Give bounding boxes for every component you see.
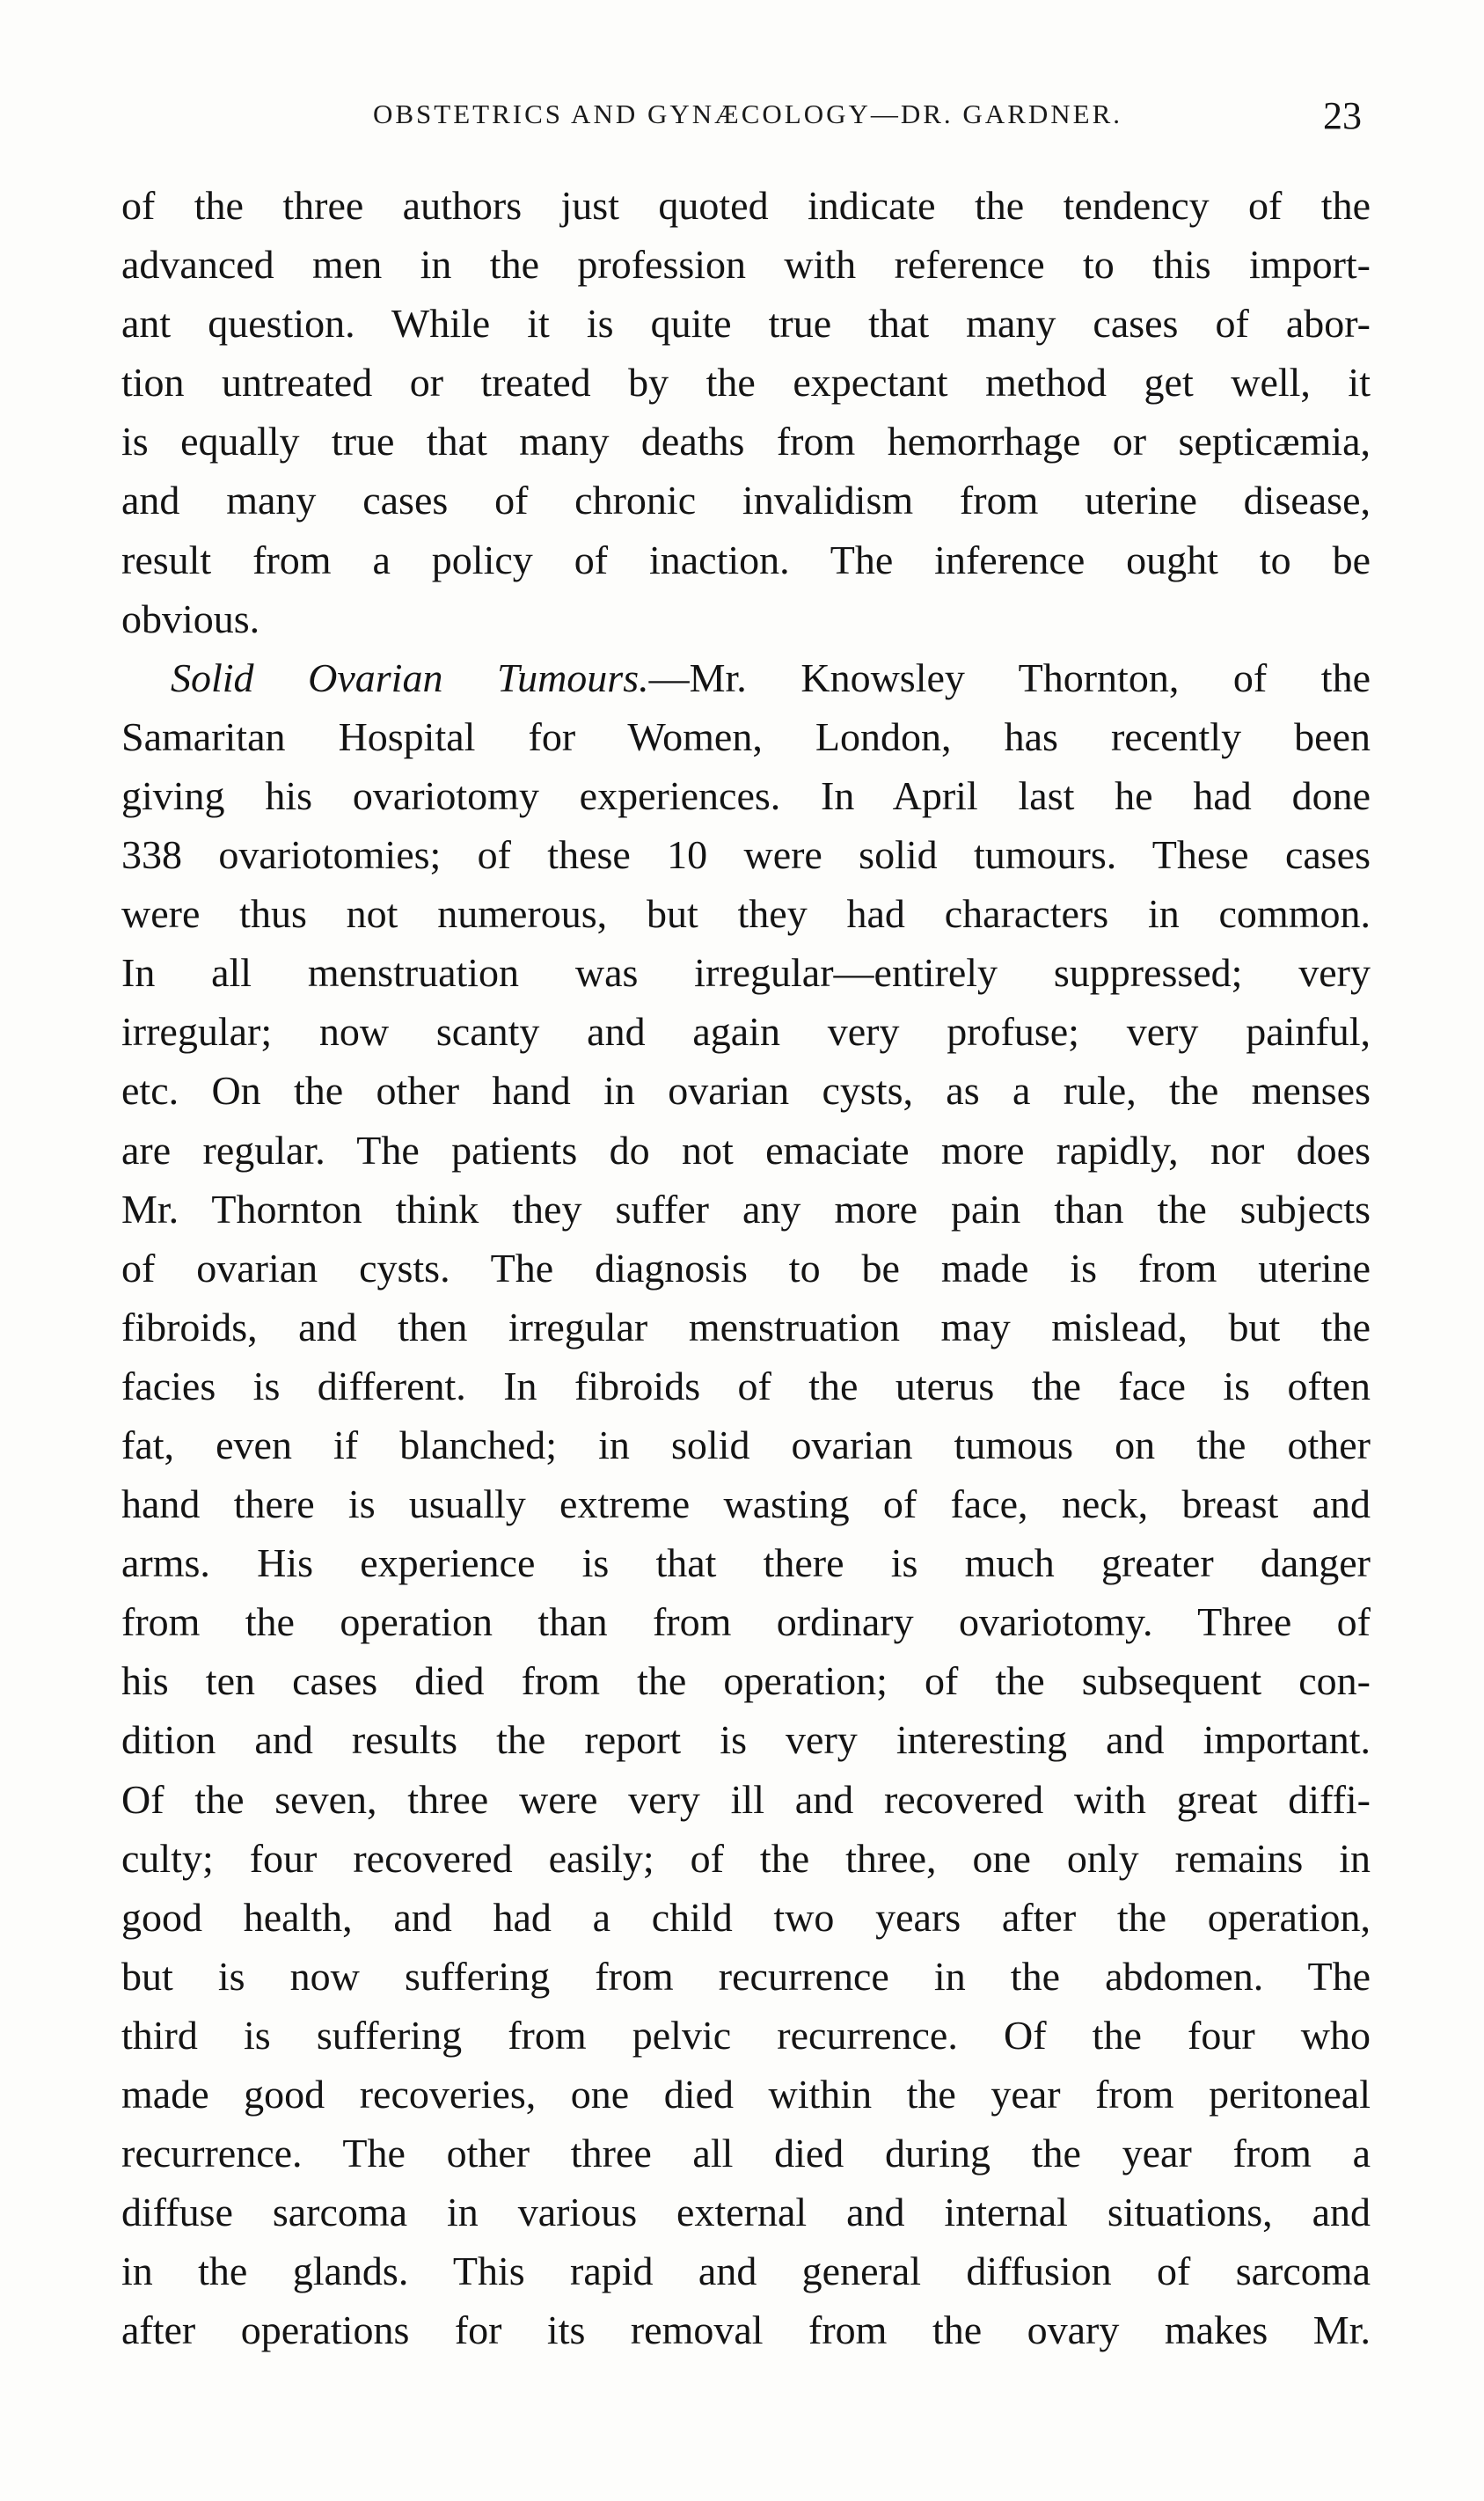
text-line: irregular; now scanty and again very profuse; very painful, — [121, 1009, 1371, 1055]
text-line: culty; four recovered easily; of the three, one only remains in — [121, 1835, 1371, 1881]
text-line: third is suffering from pelvic recurrence. Of the four who — [121, 2012, 1371, 2058]
text-line: of the three authors just quoted indicate the tendency of the — [121, 183, 1371, 228]
text-line: recurrence. The other three all died during the year from a — [121, 2131, 1371, 2176]
text-line: Of the seven, three were very ill and recovered with great diffi- — [121, 1776, 1371, 1822]
text-line: 338 ovariotomies; of these 10 were solid tumours. These cases — [121, 832, 1371, 878]
text-line: diffuse sarcoma in various external and internal situations, and — [121, 2190, 1371, 2235]
text-line: from the operation than from ordinary ovariotomy. Three of — [121, 1599, 1371, 1645]
text-line: is equally true that many deaths from hemorrhage or septicæmia, — [121, 419, 1371, 464]
text-line: in the glands. This rapid and general diffusion of sarcoma — [121, 2249, 1371, 2294]
text-line: In all menstruation was irregular—entirely suppressed; very — [121, 950, 1371, 996]
page-number: 23 — [1323, 94, 1362, 137]
text-line: etc. On the other hand in ovarian cysts, as a rule, the menses — [121, 1068, 1371, 1114]
text-line: fibroids, and then irregular menstruation may mislead, but the — [121, 1304, 1371, 1349]
text-line: made good recoveries, one died within the year from peritoneal — [121, 2072, 1371, 2117]
text-line: were thus not numerous, but they had characters in common. — [121, 891, 1371, 937]
section-first-line — [121, 648, 1371, 707]
section-heading: Solid Ovarian Tumours. — [171, 655, 649, 700]
text-line: giving his ovariotomy experiences. In April last he had done — [121, 772, 1371, 818]
text-line: Samaritan Hospital for Women, London, has recently been — [121, 713, 1371, 759]
text-line: and many cases of chronic invalidism from uterine disease, — [121, 478, 1371, 523]
text-line: advanced men in the profession with reference to this import- — [121, 242, 1371, 288]
text-line: Mr. Thornton think they suffer any more pain than the subjects — [121, 1186, 1371, 1232]
running-title: OBSTETRICS AND GYNÆCOLOGY—DR. GARDNER. — [372, 99, 1123, 129]
text-line: facies is different. In fibroids of the uterus the face is often — [121, 1363, 1371, 1408]
text-line: obvious. — [121, 596, 260, 641]
text-line: arms. His experience is that there is much greater danger — [121, 1540, 1371, 1586]
text-line: result from a policy of inaction. The inference ought to be — [121, 537, 1371, 582]
text-line: tion untreated or treated by the expectant method get well, it — [121, 360, 1371, 406]
text-line: ant question. While it is quite true that many cases of abor- — [121, 301, 1371, 347]
text-line: but is now suffering from recurrence in the abdomen. The — [121, 1953, 1371, 1999]
section-first-line-text: —Mr. Knowsley Thornton, of the — [648, 655, 1371, 700]
text-line: are regular. The patients do not emaciate more rapidly, nor does — [121, 1127, 1371, 1173]
text-line: fat, even if blanched; in solid ovarian tumous on the other — [121, 1422, 1371, 1467]
text-line: of ovarian cysts. The diagnosis to be made is from uterine — [121, 1245, 1371, 1291]
body-text — [121, 176, 1371, 2359]
text-line: after operations for its removal from the ovary makes Mr. — [121, 2307, 1371, 2353]
text-line: dition and results the report is very interesting and important. — [121, 1717, 1371, 1763]
text-line: good health, and had a child two years after the operation, — [121, 1894, 1371, 1940]
running-head — [123, 94, 1372, 151]
text-line: hand there is usually extreme wasting of face, neck, breast and — [121, 1481, 1371, 1527]
text-line: his ten cases died from the operation; of the subsequent con- — [121, 1658, 1371, 1704]
